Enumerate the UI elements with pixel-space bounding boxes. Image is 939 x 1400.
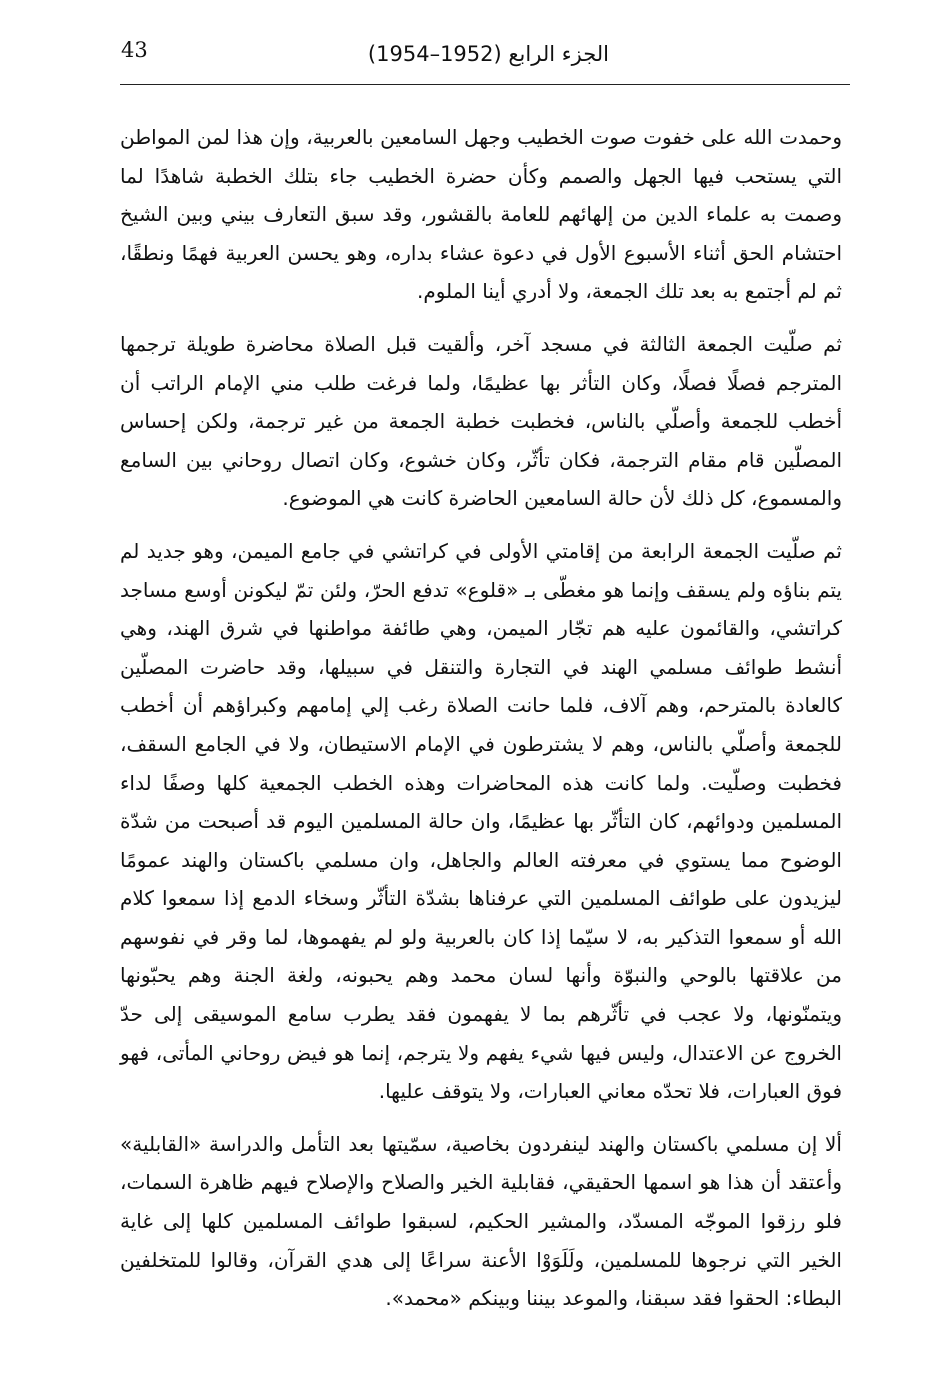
paragraph-3: ثم صلّيت الجمعة الرابعة من إقامتي الأولى في كراتشي في جامع الميمن، وهو جديد لم يتم بناؤه ولم يسقف وإنما هو مغطّى بـ «قلوع» تدفع الحرّ، ولئن تمّ ليكونن أوسع مساجد كراتشي، والقائمون عليه هم تجّار الميمن، وهي طائفة مواطنها في شرق الهند، وهي أنشط طوائف مسلمي الهند في التجارة والتنقل في سبيلها، وقد حاضرت المصلّين كالعادة بالمترحم، وهم آلاف، فلما حانت الصلاة رغب إلي إمامهم وكبراؤهم أن أخطب للجمعة وأصلّي بالناس، وهم لا يشترطون في الإمام الاستيطان، ولا في الجامع السقف، فخطبت وصلّيت. ولما كانت هذه المحاضرات وهذه الخطب الجمعية كلها وصفًا لداء المسلمين ودوائهم، كان التأثّر بها عظيمًا، وان حالة المسلمين اليوم قد أصبحت من شدّة الوضوح مما يستوي في معرفته العالم والجاهل، وان مسلمي باكستان والهند عمومًا ليزيدون على طوائف المسلمين التي عرفناها بشدّة التأثّر وسخاء الدمع إذا سمعوا كلام الله أو سمعوا التذكير به، لا سيّما إذا كان بالعربية ولو لم يفهموها، لما وقر في نفوسهم من علاقتها بالوحي والنبوّة وأنها لسان محمد وهم يحبونه، ولغة الجنة وهم يحبّونها ويتمنّونها، ولا عجب في تأثّرهم بما لا يفهمون فقد يطرب سامع الموسيقى إلى حدّ الخروج عن الاعتدال، وليس فيها شيء يفهم ولا يترجم، إنما هو فيض روحاني المأتى، فهو فوق العبارات، فلا تحدّه معاني العبارات، ولا يتوقف عليها.	[120, 538, 842, 1104]
running-title: الجزء الرابع (1952–1954)	[367, 42, 609, 66]
paragraph-1: وحمدت الله على خفوت صوت الخطيب وجهل السامعين بالعربية، وإن هذا لمن المواطن التي يستحب فيها الجهل والصمم وكأن حضرة الخطيب جاء بتلك الخطبة شاهدًا لما وصمت به علماء الدين من إلهائهم للعامة بالقشور، وقد سبق التعارف بيني وبين الشيخ احتشام الحق أثناء الأسبوع الأول في دعوة عشاء بداره، وهو يحسن العربية فهمًا ونطقًا، ثم لم أجتمع به بعد تلك الجمعة، ولا أدري أينا الملوم.	[120, 125, 842, 304]
header-rule	[120, 84, 850, 85]
body-text	[120, 118, 842, 1332]
paragraph-4: ألا إن مسلمي باكستان والهند لينفردون بخاصية، سمّيتها بعد التأمل والدراسة «القابلية» وأعتقد أن هذا هو اسمها الحقيقي، فقابلية الخير والصلاح والإصلاح فيهم ظاهرة السمات، فلو رزقوا الموجّه المسدّد، والمشير الحكيم، لسبقوا طوائف المسلمين كلها إلى غاية الخير التي نرجوها للمسلمين، ولَلَوَوْا الأعنة سراعًا إلى هدي القرآن، وقالوا للمتخلفين البطاء: الحقوا فقد سبقنا، والموعد بيننا وبينكم «محمد».	[120, 1131, 842, 1311]
page-number: 43	[121, 38, 148, 62]
paragraph-2: ثم صلّيت الجمعة الثالثة في مسجد آخر، وألقيت قبل الصلاة محاضرة طويلة ترجمها المترجم فصلًا فصلًا، وكان التأثر بها عظيمًا، ولما فرغت طلب مني الإمام الراتب أن أخطب للجمعة وأصلّي بالناس، فخطبت خطبة الجمعة من غير ترجمة، ولكن إحساس المصلّين قام مقام الترجمة، فكان تأثّر، وكان خشوع، وكان اتصال روحاني بين السامع والمسموع، كل ذلك لأن حالة السامعين الحاضرة كانت هي الموضوع.	[120, 331, 842, 511]
